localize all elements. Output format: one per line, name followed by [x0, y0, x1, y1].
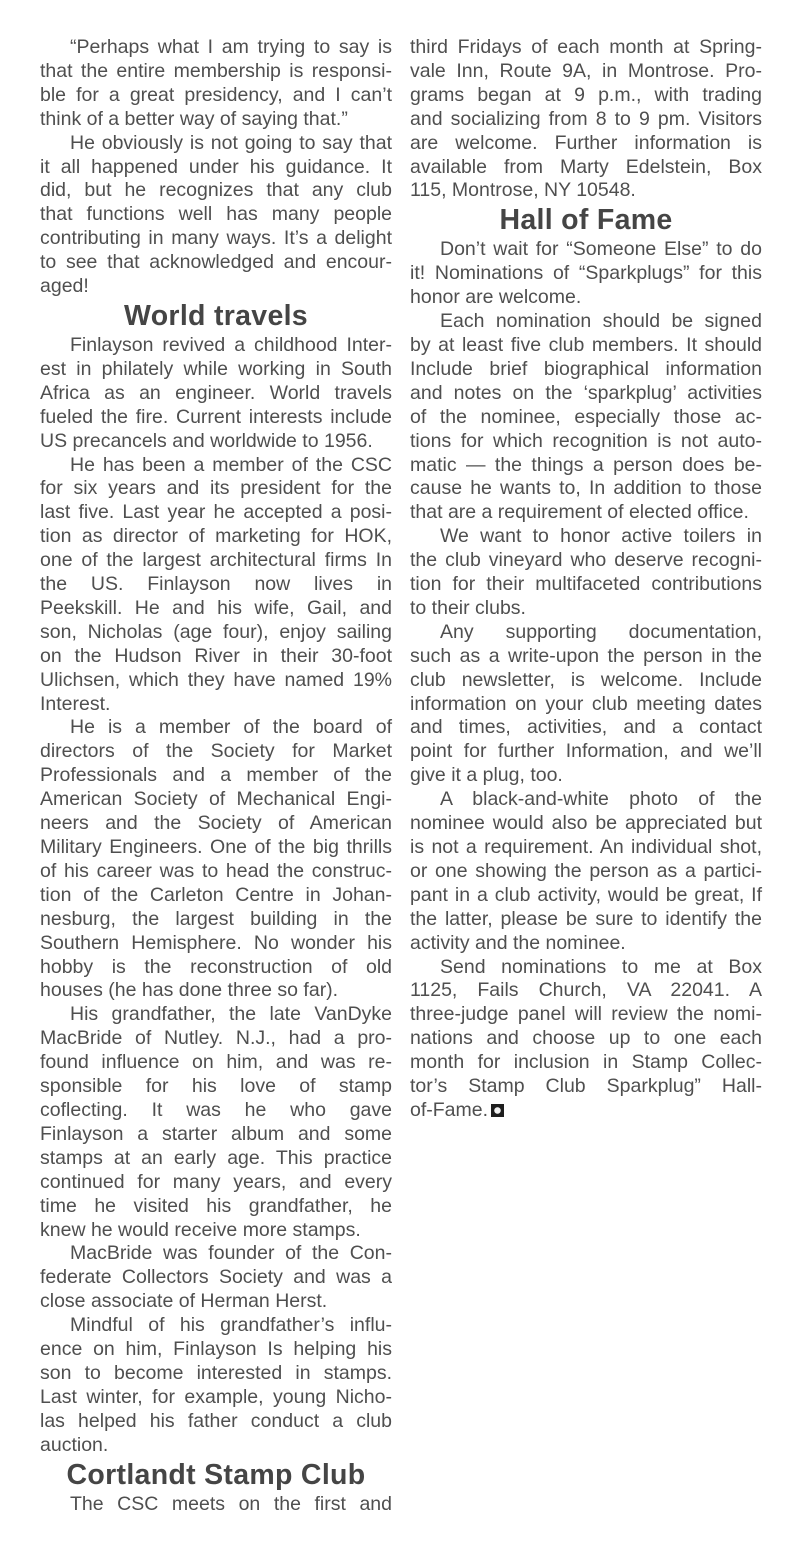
- text-line: fueled the fire. Current interests include: [40, 405, 392, 428]
- text-line: one of the largest architectural firms In: [40, 549, 392, 572]
- text-line: did, but he recognizes that any club: [40, 179, 392, 202]
- text-line: He obviously is not going to say that: [70, 131, 392, 154]
- text-line: hobby is the reconstruction of old: [40, 955, 392, 978]
- text-line: He has been a member of the CSC: [70, 453, 392, 476]
- text-line: stamps at an early age. This practice: [40, 1146, 392, 1169]
- text-line: point for further Information, and we’ll: [410, 740, 762, 763]
- text-line: Africa as an engineer. World travels: [40, 381, 392, 404]
- paragraph: [40, 1493, 392, 1517]
- text-line: month for inclusion in Stamp Collec-: [410, 1051, 762, 1074]
- text-line: the US. Finlayson now lives in: [40, 573, 392, 596]
- text-line: auction.: [40, 1433, 109, 1456]
- text-line: Military Engineers. One of the big thrills: [40, 836, 392, 858]
- text-line: that functions well has many people: [40, 203, 392, 226]
- text-line: tion for their multifaceted contributions: [410, 573, 762, 596]
- text-line: honor are welcome.: [410, 286, 582, 309]
- paragraph: [40, 36, 392, 132]
- text-line: is not a requirement. An individual shot,: [410, 836, 762, 858]
- text-line: for six years and its president for the: [40, 477, 392, 500]
- text-line: “Perhaps what I am trying to say is: [70, 36, 392, 58]
- text-line: A black-and-white photo of the: [440, 788, 762, 811]
- text-line: such as a write-upon the person in the: [410, 644, 762, 667]
- paragraph: [40, 716, 392, 1003]
- text-line: The CSC meets on the first and: [70, 1492, 392, 1515]
- text-line: think of a better way of saying that.”: [40, 107, 348, 130]
- text-line: We want to honor active toilers in: [440, 525, 762, 548]
- text-line: to their clubs.: [410, 596, 526, 619]
- text-line: club newsletter, is welcome. Include: [410, 668, 762, 691]
- text-line: Last winter, for example, young Nicho-: [40, 1385, 392, 1408]
- paragraph: [410, 525, 762, 621]
- text-line: third Fridays of each month at Spring-: [410, 36, 762, 58]
- text-line: by at least five club members. It should: [410, 333, 762, 356]
- text-line: vale Inn, Route 9A, in Montrose. Pro-: [410, 59, 762, 82]
- text-line: on the Hudson River in their 30-foot: [40, 644, 392, 667]
- text-line: American Society of Mechanical Engi-: [40, 788, 392, 811]
- text-line: nesburg, the largest building in the: [40, 907, 392, 930]
- section-heading-hall-of-fame: Hall of Fame: [499, 204, 673, 237]
- text-line: pant in a club activity, would be great, If: [410, 883, 762, 906]
- text-line: ble for a great presidency, and I can’t: [40, 83, 392, 106]
- text-line: the club vineyard who deserve recogni-: [410, 549, 762, 572]
- text-line: MacBride was founder of the Con-: [70, 1242, 392, 1265]
- text-line: las helped his father conduct a club: [40, 1409, 392, 1432]
- text-line: of the nominee, especially those ac-: [410, 405, 762, 428]
- text-line: nations and choose up to one each: [410, 1027, 762, 1050]
- text-line: knew he would receive more stamps.: [40, 1218, 361, 1241]
- text-line: 115, Montrose, NY 10548.: [410, 179, 636, 202]
- text-line: found influence on him, and was re-: [40, 1051, 392, 1074]
- text-line: and notes on the ‘sparkplug’ activities: [410, 381, 762, 404]
- text-line: it! Nominations of “Sparkplugs” for this: [410, 262, 762, 285]
- text-line: Include brief biographical information: [410, 357, 762, 380]
- text-line: His grandfather, the late VanDyke: [70, 1003, 392, 1026]
- paragraph: [410, 621, 762, 788]
- text-line: aged!: [40, 275, 89, 298]
- text-line: Peekskill. He and his wife, Gail, and: [40, 596, 392, 619]
- text-line: Don’t wait for “Someone Else” to do: [440, 238, 762, 261]
- paragraph: [40, 132, 392, 299]
- text-line: 1125, Fails Church, VA 22041. A: [410, 979, 762, 1002]
- text-line: three-judge panel will review the nomi-: [410, 1003, 762, 1026]
- text-line: tion of the Carleton Centre in Johan-: [40, 883, 392, 906]
- paragraph: [410, 310, 762, 525]
- text-line: to see that acknowledged and encour-: [40, 251, 392, 274]
- text-line: tions for which recognition is not auto-: [410, 429, 762, 452]
- text-line: son to become interested in stamps.: [40, 1361, 392, 1384]
- text-line: He is a member of the board of: [70, 716, 392, 739]
- text-line: of his career was to head the construc-: [40, 859, 392, 882]
- text-line: that the entire membership is responsi-: [40, 59, 392, 82]
- paragraph: [40, 454, 392, 717]
- text-line: Finlayson revived a childhood Inter-: [70, 333, 392, 356]
- text-line: tion as director of marketing for HOK,: [40, 525, 392, 548]
- text-line: last five. Last year he accepted a posi-: [40, 501, 392, 524]
- article-column-right: [410, 36, 762, 1123]
- text-line: grams began at 9 p.m., with trading: [410, 83, 762, 106]
- paragraph: [40, 334, 392, 454]
- text-line: directors of the Society for Market: [40, 740, 392, 763]
- text-line: tor’s Stamp Club Sparkplug” Hall-: [410, 1075, 762, 1098]
- text-line: cause he wants to, In addition to those: [410, 477, 762, 500]
- text-line: Each nomination should be signed: [440, 310, 762, 333]
- text-line: Any supporting documentation,: [440, 620, 762, 643]
- text-line: houses (he has done three so far).: [40, 979, 339, 1002]
- text-line: contributing in many ways. It’s a delight: [40, 227, 392, 250]
- text-line: it all happened under his guidance. It: [40, 155, 392, 178]
- text-line: the latter, please be sure to identify the: [410, 907, 762, 930]
- text-line: Southern Hemisphere. No wonder his: [40, 931, 392, 954]
- section-heading-world-travels: World travels: [124, 299, 308, 332]
- text-line: Professionals and a member of the: [40, 764, 392, 787]
- text-line: activity and the nominee.: [410, 931, 626, 954]
- text-line: information on your club meeting dates: [410, 692, 762, 715]
- text-line: sponsible for his love of stamp: [40, 1075, 392, 1098]
- text-line: are welcome. Further information is: [410, 131, 762, 154]
- text-line: continued for many years, and every: [40, 1170, 392, 1193]
- paragraph: [410, 238, 762, 310]
- text-line: and socializing from 8 to 9 pm. Visitors: [410, 107, 762, 130]
- text-line: available from Marty Edelstein, Box: [410, 155, 762, 178]
- paragraph: [40, 1242, 392, 1314]
- text-line: Ulichsen, which they have named 19%: [40, 668, 392, 691]
- text-line: Interest.: [40, 692, 111, 715]
- paragraph: [40, 1003, 392, 1242]
- text-line: ence on him, Finlayson Is helping his: [40, 1338, 392, 1361]
- text-line: federate Collectors Society and was a: [40, 1266, 392, 1289]
- text-line: give it a plug, too.: [410, 764, 563, 787]
- text-line: neers and the Society of American: [40, 812, 392, 835]
- paragraph: [410, 788, 762, 955]
- text-line: Finlayson a starter album and some: [40, 1122, 392, 1145]
- end-of-article-icon: [491, 1104, 504, 1117]
- paragraph: [410, 956, 762, 1123]
- article-column-left: [40, 36, 392, 1516]
- text-line: nominee would also be appreciated but: [410, 812, 762, 835]
- text-line: MacBride of Nutley. N.J., had a pro-: [40, 1027, 392, 1050]
- text-line: est in philately while working in South: [40, 357, 392, 380]
- section-heading-cortlandt-stamp-club: Cortlandt Stamp Club: [66, 1458, 366, 1491]
- text-line: or one showing the person as a partici-: [410, 859, 762, 882]
- text-line: Send nominations to me at Box: [440, 955, 762, 978]
- text-line: Mindful of his grandfather’s influ-: [70, 1314, 392, 1337]
- text-line: and times, activities, and a contact: [410, 716, 762, 739]
- text-line: close associate of Herman Herst.: [40, 1290, 328, 1313]
- text-line: son, Nicholas (age four), enjoy sailing: [40, 620, 392, 643]
- text-line: of-Fame.: [410, 1099, 762, 1123]
- text-line: coflecting. It was he who gave: [40, 1098, 392, 1121]
- paragraph: [410, 36, 762, 203]
- text-line: matic — the things a person does be-: [410, 453, 762, 476]
- text-line: that are a requirement of elected office.: [410, 501, 749, 524]
- paragraph: [40, 1314, 392, 1457]
- text-line: US precancels and worldwide to 1956.: [40, 429, 373, 452]
- text-line: time he visited his grandfather, he: [40, 1194, 392, 1217]
